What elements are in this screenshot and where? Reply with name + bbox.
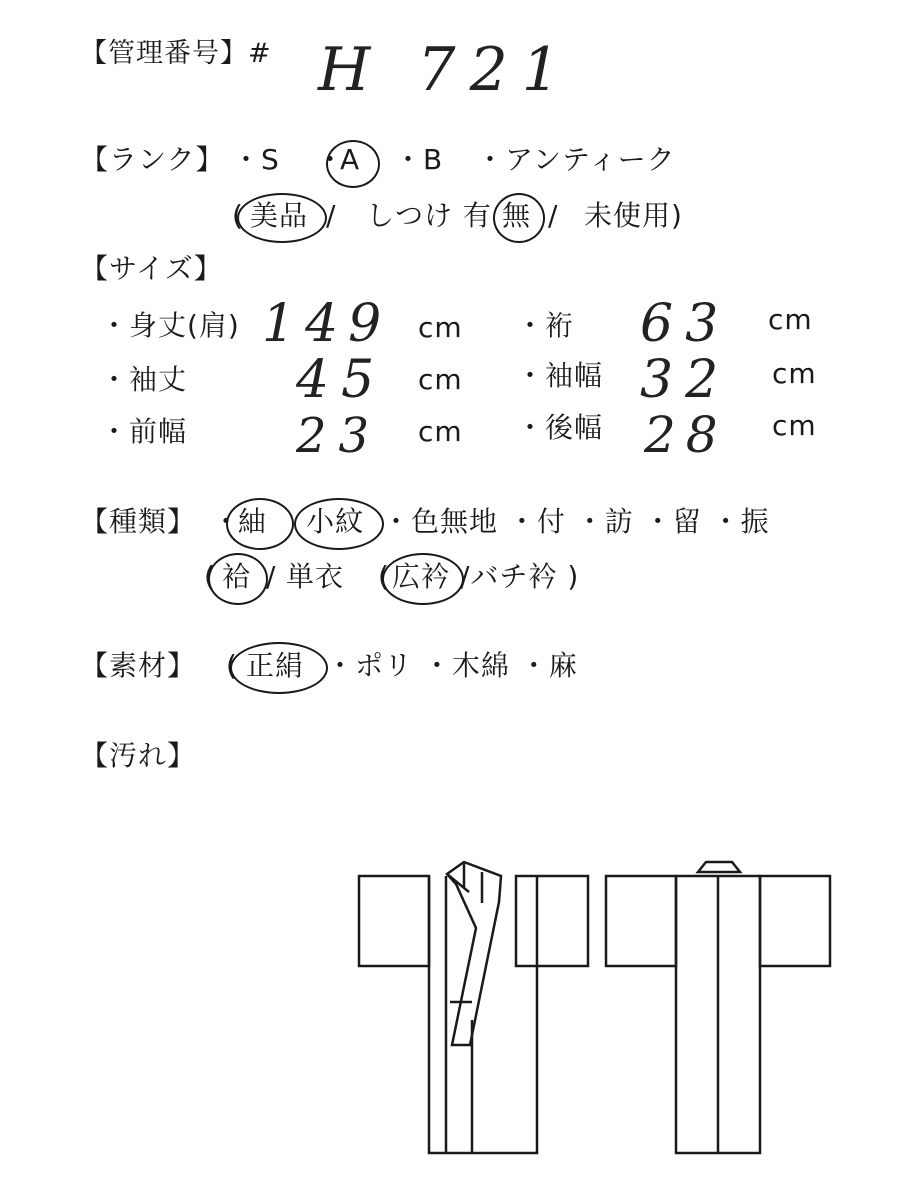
type-komon: 小紋 [306, 505, 365, 538]
rank-unused: 未使用) [584, 199, 683, 232]
rank-opt-a: A [340, 143, 361, 176]
type-dot: ・ [212, 505, 242, 538]
rank-opt-s: ・S [232, 143, 280, 176]
ushirohaba-label: ・後幅 [516, 411, 604, 444]
mitake-label: ・身丈(肩) [100, 309, 240, 342]
ushirohaba-unit: cm [772, 409, 817, 442]
yuki-unit: cm [768, 303, 813, 336]
sodetake-value: 45 [296, 350, 387, 410]
stain-label: 【汚れ】 [80, 739, 197, 772]
type-bachieri: /バチ衿 ) [460, 560, 580, 593]
maehaba-label: ・前幅 [100, 415, 188, 448]
maehaba-unit: cm [418, 415, 463, 448]
rank-opt-b: ・B [394, 143, 444, 176]
rank-slash-1: / [326, 199, 337, 232]
maehaba-value: 23 [296, 408, 382, 464]
mitake-value: 149 [262, 294, 392, 354]
mitake-unit: cm [418, 311, 463, 344]
rank-opt-a-dot: ・ [316, 143, 346, 176]
sodehaba-label: ・袖幅 [516, 359, 604, 392]
sodehaba-unit: cm [772, 357, 817, 390]
material-open-paren: ( [226, 649, 238, 682]
sodehaba-value: 32 [640, 350, 731, 410]
type-tsumugi: 紬 [238, 505, 268, 538]
size-label: 【サイズ】 [80, 252, 223, 285]
sodetake-label: ・袖丈 [100, 363, 188, 396]
kimono-front-diagram [359, 862, 588, 1153]
type-slash: / [266, 560, 277, 593]
mgmt-label: 【管理番号】# [80, 38, 272, 69]
type-hiroeri: 広衿 [392, 560, 451, 593]
rank-opt-antique: ・アンティーク [476, 143, 676, 176]
type-rest: ・色無地 ・付 ・訪 ・留 ・振 [382, 505, 770, 538]
yuki-value: 63 [640, 294, 731, 354]
material-rest: ・ポリ ・木綿 ・麻 [326, 649, 578, 682]
rank-mu: 無 [502, 199, 532, 232]
rank-open-paren: ( [232, 199, 244, 232]
rank-label: 【ランク】 [80, 143, 225, 176]
rank-cond-bihin: 美品 [250, 199, 309, 232]
sodetake-unit: cm [418, 363, 463, 396]
material-shoken: 正絹 [246, 649, 305, 682]
type-open-paren-2: ( [378, 560, 390, 593]
type-hitoe: 単衣 [286, 560, 345, 593]
material-label: 【素材】 [80, 649, 197, 682]
rank-shitsuke: しつけ 有 [366, 199, 492, 232]
rank-slash-2: / [548, 199, 559, 232]
mgmt-value: H 721 [318, 35, 574, 105]
type-awase: 袷 [222, 560, 252, 593]
type-label: 【種類】 [80, 505, 197, 538]
type-open-paren: ( [204, 560, 216, 593]
kimono-back-diagram [606, 862, 830, 1153]
ushirohaba-value: 28 [644, 406, 728, 464]
yuki-label: ・裄 [516, 309, 575, 342]
